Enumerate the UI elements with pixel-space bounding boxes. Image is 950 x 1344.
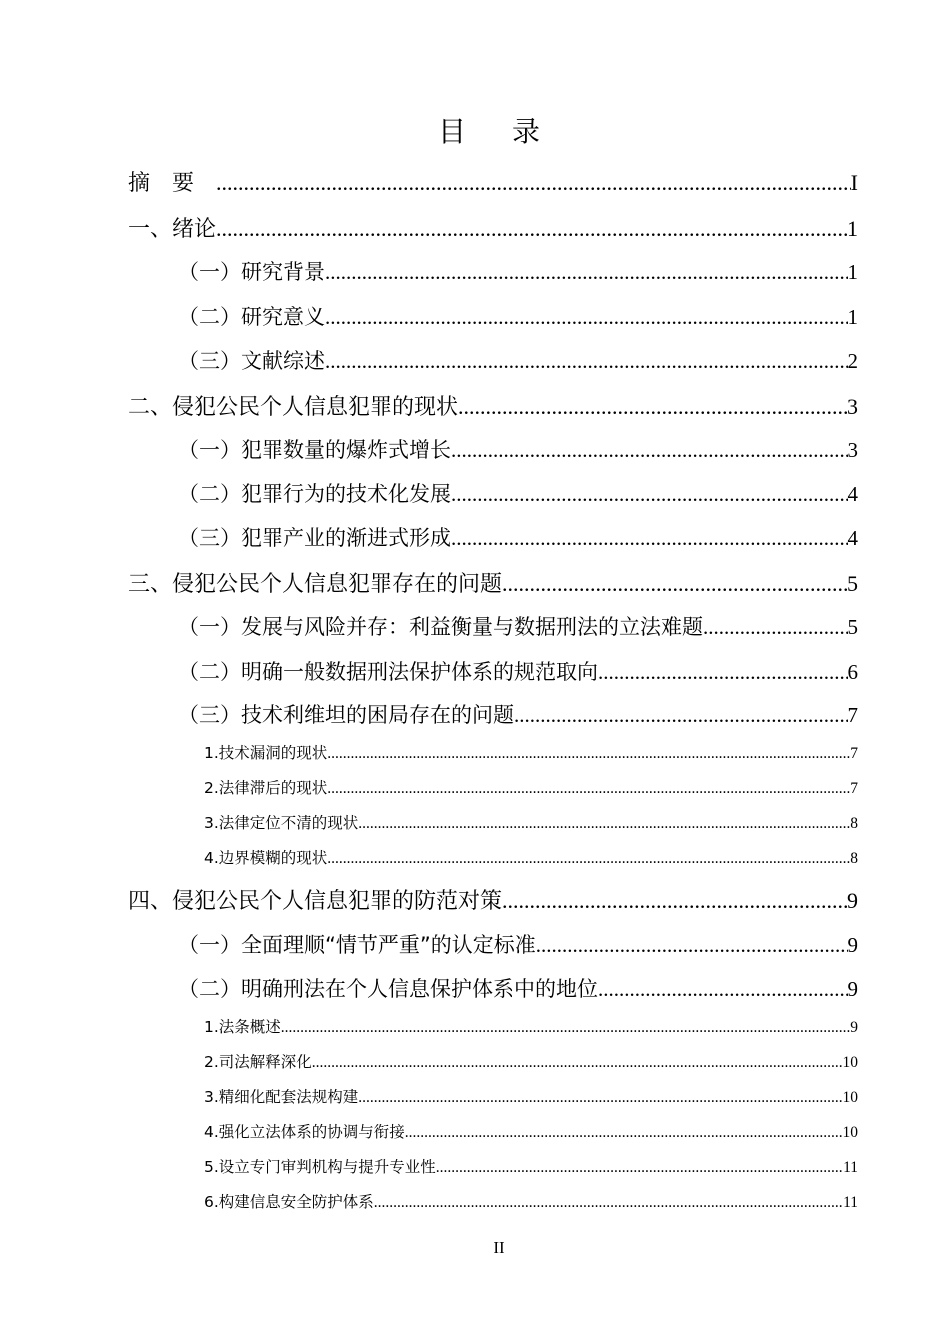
toc-entry-label: （一）全面理顺“情节严重”的认定标准 [178,933,536,957]
toc-dot-leader [216,170,851,196]
toc-entry-page: 11 [843,1194,858,1211]
toc-entry-page: I [850,170,858,195]
toc-entry-label: （二）研究意义 [178,305,325,329]
toc-entry[interactable] [178,256,858,286]
toc-entry-label: （二）明确刑法在个人信息保护体系中的地位 [178,977,598,1001]
toc-entry[interactable] [204,1085,858,1107]
toc-entry-page: 6 [847,660,858,684]
toc-entry[interactable] [204,1155,858,1177]
toc-entry[interactable] [128,166,858,196]
toc-entry-label: （三）技术利维坦的困局存在的问题 [178,703,514,727]
toc-dot-leader [451,482,848,507]
toc-dot-leader [216,216,847,242]
toc-entry-page: 1 [847,216,858,241]
toc-dot-leader [325,260,848,285]
toc-entry-page: 10 [842,1054,858,1071]
toc-entry-label: （三）犯罪产业的渐进式形成 [178,526,451,550]
toc-entry-label: 3.精细化配套法规构建 [204,1088,359,1106]
toc-entry[interactable] [178,611,858,641]
toc-dot-leader [451,526,848,551]
toc-dot-leader [325,349,848,374]
toc-entry-page: 5 [847,615,858,639]
toc-entry-page: 7 [850,780,858,797]
toc-dot-leader [358,815,850,833]
toc-dot-leader [327,850,850,868]
toc-dot-leader [281,1019,850,1037]
toc-entry[interactable] [178,973,858,1003]
toc-entry-page: 10 [842,1089,858,1106]
toc-entry[interactable] [178,434,858,464]
toc-dot-leader [536,933,848,958]
toc-entry[interactable] [204,1015,858,1037]
toc-entry-label: 1.技术漏洞的现状 [204,744,328,762]
toc-dot-leader [502,571,847,597]
toc-entry-label: （一）发展与风险并存：利益衡量与数据刑法的立法难题 [178,615,703,639]
toc-entry[interactable] [204,811,858,833]
toc-entry-page: 9 [847,977,858,1001]
toc-entry[interactable] [178,656,858,686]
toc-dot-leader [327,745,850,763]
toc-entry-label: 三、侵犯公民个人信息犯罪存在的问题 [128,572,503,597]
toc-dot-leader [451,438,848,463]
toc-entry[interactable] [178,301,858,331]
toc-entry-page: 2 [847,349,858,373]
page-number: II [493,1238,505,1257]
toc-entry[interactable] [178,929,858,959]
toc-dot-leader [598,660,848,685]
toc-entry-label: 4.边界模糊的现状 [204,849,328,867]
toc-entry-page: 9 [847,933,858,957]
toc-entry-page: 9 [850,1019,858,1036]
toc-entry-page: 5 [847,571,858,596]
toc-entry-label: 4.强化立法体系的协调与衔接 [204,1123,405,1141]
toc-dot-leader [325,305,848,330]
toc-entry-label: 二、侵犯公民个人信息犯罪的现状 [128,395,459,420]
toc-entry-page: 7 [850,745,858,762]
toc-entry[interactable] [204,1120,858,1142]
toc-entry-label: （三）文献综述 [178,349,325,373]
toc-entry-page: 3 [847,438,858,462]
toc-entry-label: （二）明确一般数据刑法保护体系的规范取向 [178,660,598,684]
toc-entry[interactable] [128,212,858,242]
toc-entry-page: 8 [850,815,858,832]
toc-dot-leader [502,888,847,914]
toc-entry-label: （一）犯罪数量的爆炸式增长 [178,438,451,462]
toc-entry-page: 11 [843,1159,858,1176]
toc-entry-label: 5.设立专门审判机构与提升专业性 [204,1158,436,1176]
toc-entry-label: 2.法律滞后的现状 [204,779,328,797]
toc-entry-label: 四、侵犯公民个人信息犯罪的防范对策 [128,889,503,914]
toc-entry[interactable] [204,1190,858,1212]
toc-entry-page: 10 [842,1124,858,1141]
toc-entry[interactable] [204,846,858,868]
toc-entry[interactable] [204,776,858,798]
toc-entry[interactable] [128,567,858,597]
toc-entry-label: 3.法律定位不清的现状 [204,814,359,832]
toc-entry-page: 4 [847,526,858,550]
toc-entry-label: 2.司法解释深化 [204,1053,312,1071]
toc-entry-page: 3 [847,394,858,419]
toc-dot-leader [703,615,848,640]
toc-entry[interactable] [204,741,858,763]
toc-dot-leader [598,977,848,1002]
toc-entry-label: 1.法条概述 [204,1018,281,1036]
toc-entry-page: 1 [847,305,858,329]
toc-title: 目录 [437,115,586,148]
toc-entry-label: 一、绪论 [128,217,217,242]
toc-entry[interactable] [178,478,858,508]
toc-dot-leader [312,1054,843,1072]
toc-entry-page: 7 [847,703,858,727]
toc-entry[interactable] [178,699,858,729]
toc-entry-page: 9 [847,888,858,913]
toc-dot-leader [374,1194,843,1212]
toc-dot-leader [405,1124,843,1142]
toc-dot-leader [514,703,848,728]
toc-entry-label: （二）犯罪行为的技术化发展 [178,482,451,506]
toc-dot-leader [358,1089,842,1107]
toc-dot-leader [458,394,847,420]
toc-entry[interactable] [178,522,858,552]
toc-entry-label: 摘要 [128,171,217,196]
toc-entry-page: 1 [847,260,858,284]
toc-entry[interactable] [128,390,858,420]
toc-dot-leader [436,1159,843,1177]
toc-entry-page: 4 [847,482,858,506]
toc-entry-page: 8 [850,850,858,867]
toc-entry-label: （一）研究背景 [178,260,325,284]
toc-dot-leader [327,780,850,798]
toc-entry-label: 6.构建信息安全防护体系 [204,1193,374,1211]
toc-entry[interactable] [178,345,858,375]
toc-entry[interactable] [128,884,858,914]
toc-entry[interactable] [204,1050,858,1072]
